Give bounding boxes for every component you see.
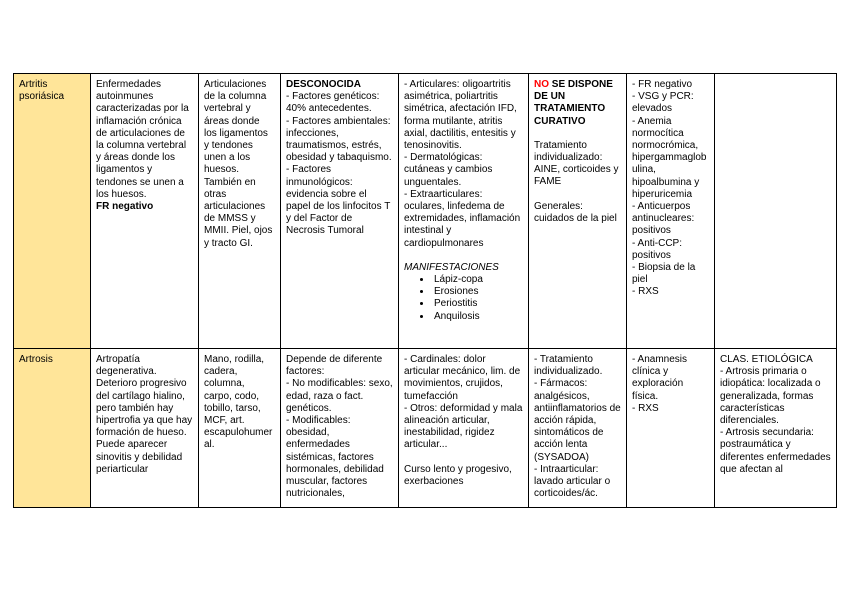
manifestations-list [404, 274, 523, 323]
classification-line: - Artrosis primaria o idiopática: localizada o generalizada, formas características diferenciales. [720, 366, 821, 427]
clinic-line: - Cardinales: dolor articular mecánico, lim. de movimientos, crujidos, tumefacción [404, 354, 521, 402]
location-text: Mano, rodilla, cadera, columna, carpo, codo, tobillo, tarso, MCF, art. escapulohumeral. [204, 354, 273, 451]
disease-name: Artritis psoriásica [19, 79, 65, 103]
etiology-line: - Factores ambientales: infecciones, traumatismos, estrés, obesidad y tabaquismo. [286, 115, 392, 164]
treatment-line: - Intraarticular: lavado articular o corticoides/ác. [534, 463, 611, 500]
row-header-cell [14, 74, 91, 349]
table-row [14, 349, 837, 508]
location-cell [199, 349, 281, 508]
etiology-line: - No modificables: sexo, edad, raza o fact. genéticos. [286, 378, 393, 414]
list-item: • Periostitis [432, 298, 523, 310]
table-row [14, 74, 837, 349]
diagnosis-cell [627, 74, 715, 349]
clinic-cell [399, 349, 529, 508]
list-item: • Erosiones [432, 286, 523, 298]
manifestations-title: MANIFESTACIONES [404, 261, 499, 273]
clinic-line: - Otros: deformidad y mala alineación articular, inestabilidad, rigidez articular... [404, 402, 523, 451]
etiology-cell [281, 349, 399, 508]
clinic-line: - Dermatológicas: cutáneas y cambios unguentales. [404, 152, 493, 188]
etiology-title: DESCONOCIDA [286, 79, 362, 90]
diagnosis-line: - Anamnesis clínica y exploración física. [632, 354, 688, 402]
location-cell [199, 74, 281, 349]
diagnosis-line: - VSG y PCR: elevados [632, 91, 694, 115]
etiology-line: - Factores genéticos: 40% antecedentes. [286, 91, 380, 115]
classification-title: CLAS. ETIOLÓGICA [720, 354, 813, 365]
treatment-line: - Tratamiento individualizado. [534, 354, 603, 378]
clinic-cell [399, 74, 529, 349]
definition-cell [91, 349, 199, 508]
diagnosis-line: - FR negativo [632, 79, 693, 90]
treatment-cell [529, 74, 627, 349]
diagnosis-line: - RXS [632, 402, 659, 414]
treatment-paragraph: Tratamiento individualizado: AINE, corticoides y FAME [534, 139, 619, 188]
definition-bold: FR negativo [96, 201, 154, 213]
definition-text: Enfermedades autoinmunes caracterizadas por la inflamación crónica de articulaciones de la columna vertebral y áreas donde los ligamentos y tendones se unen a los huesos. [96, 79, 189, 200]
diagnosis-cell [627, 349, 715, 508]
diagnosis-line: - Anticuerpos antinucleares: positivos [632, 201, 695, 237]
clinic-extra: Curso lento y progesivo, exerbaciones [404, 463, 512, 487]
location-text: Articulaciones de la columna vertebral y áreas donde los ligamentos y tendones unen a los huesos. También en otras articulaciones de MMSS y MMII. Piel, ojos y tracto GI. [204, 79, 273, 249]
definition-cell [91, 74, 199, 349]
disease-name: Artrosis [19, 354, 53, 365]
list-item: • Anquilosis [432, 311, 523, 323]
comparison-table [13, 73, 837, 508]
etiology-line: - Modificables: obesidad, enfermedades sistémicas, factores hormonales, debilidad muscular, factores nutricionales, [286, 415, 384, 500]
classification-cell [715, 349, 837, 508]
treatment-cell [529, 349, 627, 508]
classification-line: - Artrosis secundaria: postraumática y diferentes enfermedades que afectan al [720, 427, 831, 475]
row-header-cell [14, 349, 91, 508]
treatment-title: SE DISPONE DE UN TRATAMIENTO CURATIVO [534, 79, 613, 127]
diagnosis-line: - Anemia normocítica normocrómica, hipergammaglobulina, hipoalbumina y hiperuricemia [632, 115, 707, 200]
etiology-cell [281, 74, 399, 349]
diagnosis-line: - Biopsia de la piel [632, 262, 696, 286]
treatment-no: NO [534, 79, 549, 90]
etiology-line: Depende de diferente factores: [286, 354, 383, 378]
clinic-line: - Extraarticulares: oculares, linfedema de extremidades, inflamación intestinal y cardiopulmonares [404, 188, 521, 249]
classification-cell [715, 74, 837, 349]
clinic-line: - Articulares: oligoartritis asimétrica, poliartritis simétrica, afectación IFD, forma mutilante, atritis axial, dactilitis, entesitis y tenosinovitis. [404, 79, 517, 152]
treatment-line: - Fármacos: analgésicos, antiinflamatorios de acción rápida, sintomáticos de acción lenta (SYSADOA) [534, 378, 621, 463]
definition-text: Artropatía degenerativa. Deterioro progresivo del cartílago hialino, pero también hay hipertrofia ya que hay formación de hueso. Puede aparecer sinovitis y debilidad periarticular [96, 354, 193, 475]
etiology-line: - Factores inmunológicos: evidencia sobre el papel de los linfocitos T y del Factor de Necrosis Tumoral [286, 164, 391, 237]
treatment-paragraph: Generales: cuidados de la piel [534, 200, 617, 224]
diagnosis-line: - Anti-CCP: positivos [632, 237, 683, 261]
list-item: • Lápiz-copa [432, 274, 523, 286]
diagnosis-line: - RXS [632, 286, 659, 298]
